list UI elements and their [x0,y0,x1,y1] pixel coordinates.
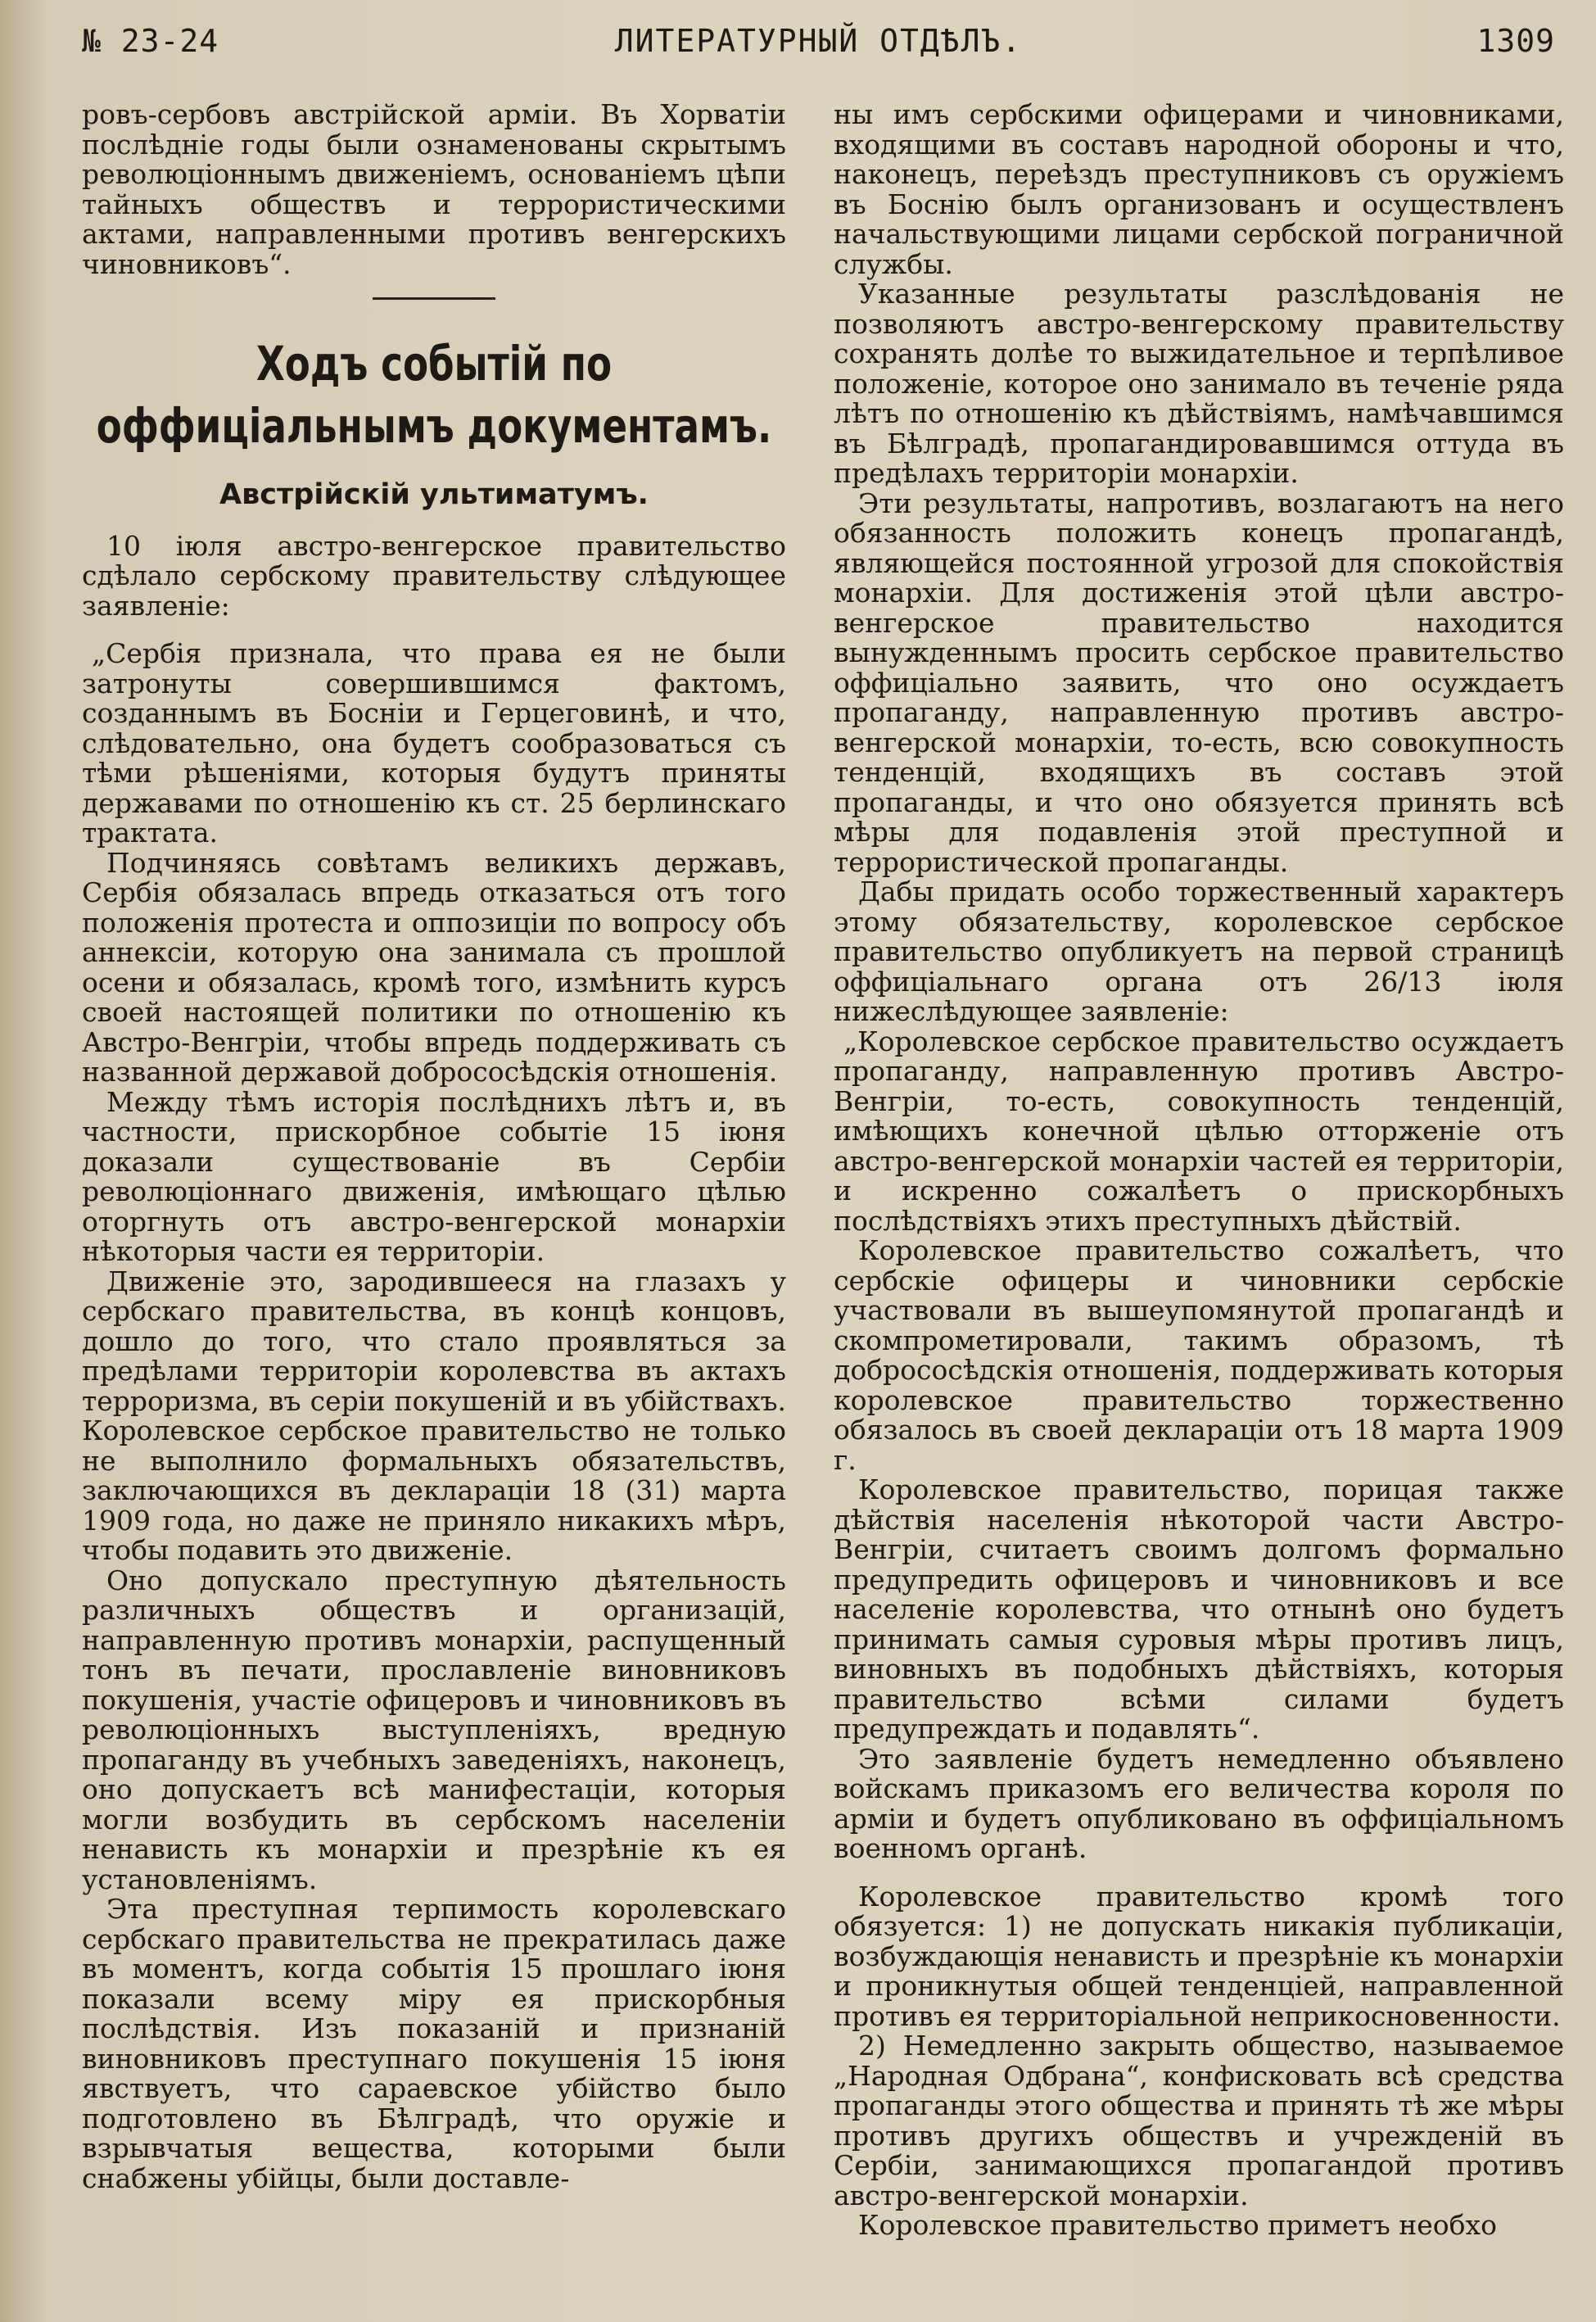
paragraph: Указанные результаты разслѣдованія не позволяютъ австро-венгерскому правительству сохранять долѣе то выжидательное и терпѣливое положеніе, которое оно занимало въ теченіе ряда лѣтъ по отношенію къ дѣйствіямъ, намѣчавшимся въ Бѣлградѣ, пропагандировавшимся оттуда въ предѣлахъ территоріи монархіи. [834,278,1564,489]
running-header [82,18,1555,67]
paragraph: Между тѣмъ исторія послѣднихъ лѣтъ и, въ частности, прискорбное событіе 15 іюня доказали существованіе въ Сербіи революціоннаго движенія, имѣющаго цѣлью оторгнуть отъ австро-венгерской монархіи нѣкоторыя части ея территоріи. [82,1085,786,1267]
paragraph: 2) Немедленно закрыть общество, называемое „Народная Одбрана“, конфисковать всѣ средства пропаганды этого общества и принять тѣ же мѣры противъ другихъ обществъ и учрежденій въ Сербіи, занимающихся пропагандой противъ австро-венгерской монархіи. [834,2030,1564,2211]
section-title: ЛИТЕРАТУРНЫЙ ОТДѢЛЪ. [614,23,1023,59]
paragraph: Королевское правительство сожалѣетъ, что сербскіе офицеры и чиновники сербскіе участвовали въ вышеупомянутой пропагандѣ и скомпрометировали, такимъ образомъ, тѣ добрососѣдскія отношенія, поддерживать которыя королевское правительство торжественно обязалось въ своей декларацiи отъ 18 марта 1909 г. [834,1234,1564,1476]
paragraph: 10 іюля австро-венгерское правительство сдѣлало сербскому правительству слѣдующее заявленіе: [82,529,786,622]
paragraph: Королевское правительство, порицая также дѣйствія населенія нѣкоторой части Австро-Венгріи, считаетъ своимъ долгомъ формально предупредить офицеровъ и чиновниковъ и все населеніе королевства, что отнынѣ оно будетъ принимать самыя суровыя мѣры противъ лицъ, виновныхъ въ подобныхъ дѣйствіяхъ, которыя правительство всѣми силами будетъ предупреждать и подавлять“. [834,1473,1564,1745]
issue-number: № 23-24 [82,23,219,59]
quoted-paragraph: „Сербія признала, что права ея не были затронуты совершившимся фактомъ, созданнымъ въ Босніи и Герцеговинѣ, и что, слѣдовательно, она будетъ сообразоваться съ тѣми рѣшеніями, которыя будутъ приняты державами по отношенію къ ст. 25 берлинскаго трактата. [82,637,786,849]
paragraph: Эти результаты, напротивъ, возлагаютъ на него обязанность положить конецъ пропагандѣ, являющейся постоянной угрозой для спокойствія монархіи. Для достиженія этой цѣли австро-венгерское правительство находится вынужденнымъ просить сербское правительство оффиціально заявить, что оно осуждаетъ пропаганду, направленную противъ австро-венгерской монархіи, то-есть, всю совокупность тенденцій, входящихъ въ составъ этой пропаганды, и что оно обязуется принять всѣ мѣры для подавленія этой преступной и террористической пропаганды. [834,487,1564,878]
paragraph: Оно допускало преступную дѣятельность различныхъ обществъ и организацій, направленную противъ монархіи, распущенный тонъ въ печати, прославленіе виновниковъ покушенія, участіе офицеровъ и чиновниковъ въ революціонныхъ выступленіяхъ, вредную пропаганду въ учебныхъ заведеніяхъ, наконецъ, оно допускаетъ всѣ манифестаціи, которыя могли возбудить въ сербскомъ населеніи ненависть къ монархіи и презрѣніе къ ея установленіямъ. [82,1564,786,1895]
section-divider [373,297,495,300]
page-number: 1309 [1476,23,1555,59]
right-column [834,100,1564,2297]
paragraph: Подчиняясь совѣтамъ великихъ державъ, Сербія обязалась впредь отказаться отъ того положенія протеста и оппозиціи по вопросу объ аннексіи, которую она занимала съ прошлой осени и обязалась, кромѣ того, измѣнить курсъ своей настоящей политики по отношенію къ Австро-Венгріи, чтобы впредь поддерживать съ названной державой добрососѣдскія отношенія. [82,846,786,1088]
paragraph: Королевское правительство приметъ необхо [858,2209,1498,2241]
paragraph: Дабы придать особо торжественный характеръ этому обязательству, королевское сербское правительство опубликуетъ на первой страницѣ оффиціальнаго органа отъ 26/13 іюля нижеслѣдующее заявленіе: [834,876,1564,1027]
paragraph: ровъ-сербовъ австрійской арміи. Въ Хорватіи послѣдніе годы были ознаменованы скрытымъ революціоннымъ движеніемъ, основаніемъ цѣпи тайныхъ обществъ и террористическими актами, направленными противъ венгерскихъ чиновниковъ“. [82,98,786,280]
paragraph: Эта преступная терпимость королевскаго сербскаго правительства не прекратилась даже въ моментъ, когда событія 15 прошлаго іюня показали всему міру ея прискорбныя послѣдствія. Изъ показаній и признаній виновниковъ преступнаго покушенія 15 іюня явствуетъ, что сараевское убійство было подготовлено въ Бѣлградѣ, что оружіе и взрывчатыя вещества, которыми были снабжены убійцы, были доставле- [82,1893,786,2194]
article-title: Ходъ событій по оффиціальнымъ документамъ. [96,336,772,454]
paragraph: Королевское правительство кромѣ того обязуется: 1) не допускать никакія публикаціи, возбуждающія ненависть и презрѣніе къ монархіи и проникнутыя общей тенденціей, направленной противъ ея территоріальной неприкосновенности. [834,1880,1564,2032]
paragraph: Это заявленіе будетъ немедленно объявлено войскамъ приказомъ его величества короля по арміи и будетъ опубликовано въ оффиціальномъ военномъ органѣ. [834,1742,1564,1864]
paragraph: ны имъ сербскими офицерами и чиновниками, входящими въ составъ народной обороны и что, наконецъ, переѣздъ преступниковъ съ оружіемъ въ Боснію былъ организованъ и осуществленъ начальствующими лицами сербской пограничной службы. [834,98,1564,280]
quoted-paragraph: „Королевское сербское правительство осуждаетъ пропаганду, направленную противъ Австро-Венгріи, то-есть, совокупность тенденцій, имѣющихъ конечной цѣлью отторженіе отъ австро-венгерской монархіи частей ея территоріи, и искренно сожалѣетъ о прискорбныхъ послѣдствіяхъ этихъ преступныхъ дѣйствій. [834,1025,1565,1237]
article-subtitle: Австрійскій ультиматумъ. [219,478,649,511]
left-column [82,100,786,2297]
paragraph: Движеніе это, зародившееся на глазахъ у сербскаго правительства, въ концѣ концовъ, дошло до того, что стало проявляться за предѣлами территоріи королевства въ актахъ терроризма, въ серіи покушеній и въ убійствахъ. Королевское сербское правительство не только не выполнило формальныхъ обязательствъ, заключающихся въ декларацiи 18 (31) марта 1909 года, но даже не приняло никакихъ мѣръ, чтобы подавить это движеніе. [82,1265,786,1566]
